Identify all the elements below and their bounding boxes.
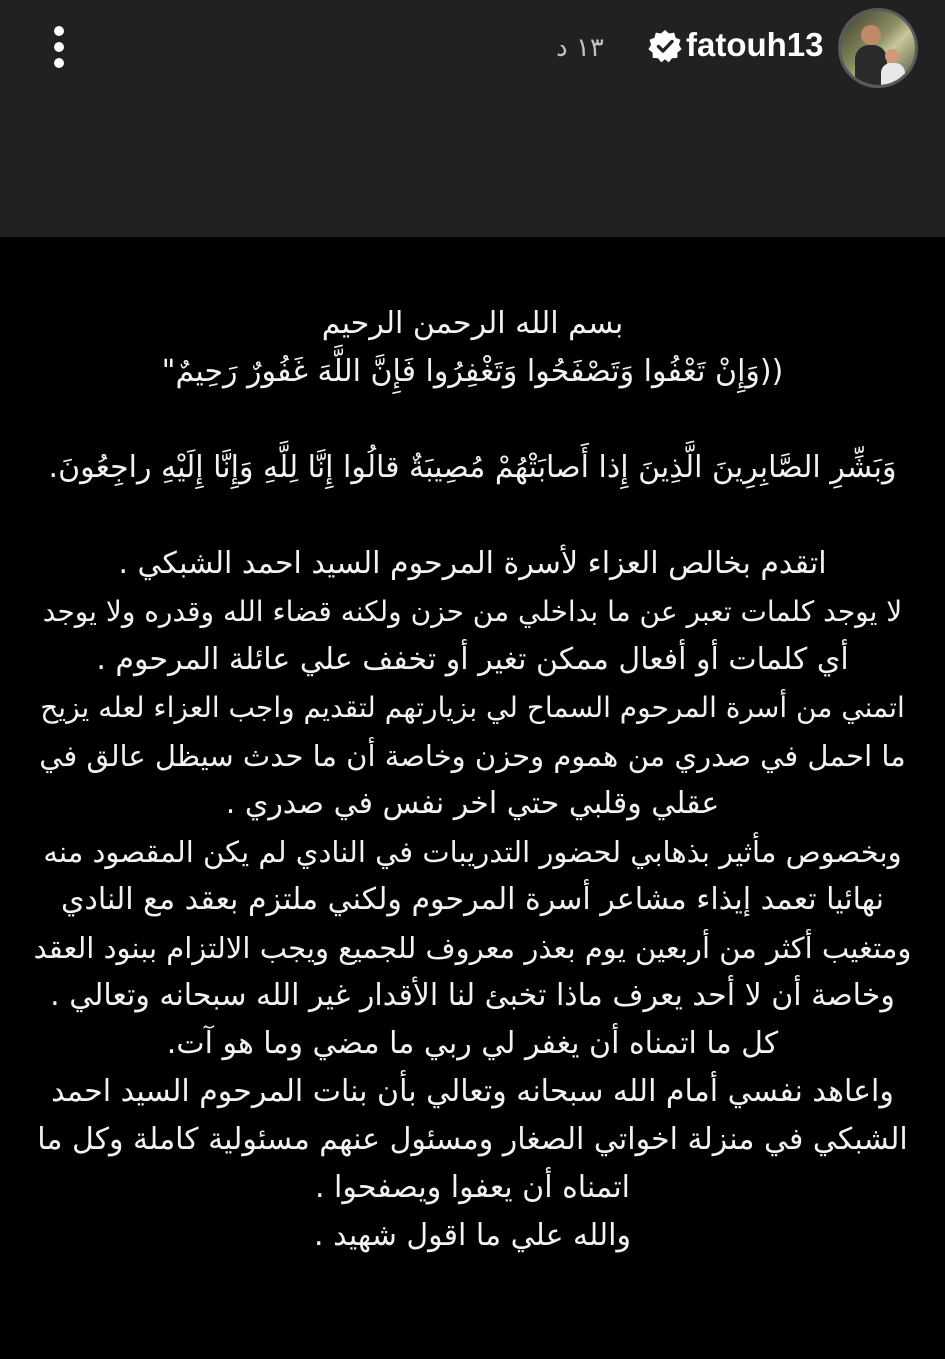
- avatar-child-head: [885, 49, 899, 63]
- story-line: واعاهد نفسي أمام الله سبحانه وتعالي بأن بنات المرحوم السيد احمد: [51, 1074, 894, 1109]
- story-line: وبخصوص مأثير بذهابي لحضور التدريبات في النادي لم يكن المقصود منه: [43, 835, 902, 869]
- story-line: نهائيا تعمد إيذاء مشاعر أسرة المرحوم ولكني ملتزم بعقد مع النادي: [61, 882, 884, 917]
- story-line: ما احمل في صدري من هموم وحزن وخاصة أن ما حدث سيظل عالق في: [39, 739, 906, 773]
- story-line: ومتغيب أكثر من أربعين يوم بعذر معروف للجميع ويجب الالتزام ببنود العقد: [33, 931, 912, 965]
- verified-badge-icon: [648, 29, 682, 63]
- story-line: عقلي وقلبي حتي اخر نفس في صدري .: [225, 786, 720, 821]
- story-line-verse-forgiveness: ((وَإِنْ تَعْفُوا وَتَصْفَحُوا وَتَغْفِرُوا فَإِنَّ اللَّهَ غَفُورٌ رَحِيمٌ": [161, 354, 784, 389]
- story-line-closing: والله علي ما اقول شهيد .: [314, 1218, 631, 1253]
- story-line: وخاصة أن لا أحد يعرف ماذا تخبئ لنا الأقدار غير الله سبحانه وتعالي .: [50, 978, 895, 1013]
- menu-dot: [54, 26, 64, 36]
- avatar-child-body: [881, 63, 905, 88]
- post-time: ١٣ د: [556, 33, 604, 63]
- menu-dot: [54, 58, 64, 68]
- story-line: لا يوجد كلمات تعبر عن ما بداخلي من حزن ولكنه قضاء الله وقدره ولا يوجد: [42, 595, 903, 628]
- story-line: الشبكي في منزلة اخواتي الصغار ومسئول عنهم مسئولية كاملة وكل ما: [37, 1122, 908, 1157]
- story-header: [0, 0, 945, 237]
- story-line-basmala: بسم الله الرحمن الرحيم: [321, 306, 624, 341]
- story-spacer: [30, 492, 915, 540]
- story-line: اتمناه أن يعفوا ويصفحوا .: [314, 1170, 631, 1205]
- story-line: أي كلمات أو أفعال ممكن تغير أو تخفف علي عائلة المرحوم .: [96, 642, 849, 677]
- story-text-block: [30, 300, 915, 1260]
- story-line: اتقدم بخالص العزاء لأسرة المرحوم السيد احمد الشبكي .: [118, 546, 827, 581]
- story-line-verse-patience: وَبَشِّرِ الصَّابِرِينَ الَّذِينَ إِذا أَصابَتْهُمْ مُصِيبَةٌ قالُوا إِنَّا لِلَّهِ وَإِنَّا إِلَيْهِ راجِعُونَ.: [48, 450, 897, 485]
- profile-avatar[interactable]: [838, 8, 918, 88]
- username[interactable]: fatouh13: [686, 26, 824, 63]
- story-spacer: [30, 396, 915, 444]
- more-vertical-icon[interactable]: [44, 24, 76, 70]
- story-line: اتمني من أسرة المرحوم السماح لي بزيارتهم لتقديم واجب العزاء لعله يزيح: [40, 691, 905, 724]
- story-line: كل ما اتمناه أن يغفر لي ربي ما مضي وما هو آت.: [166, 1026, 779, 1061]
- menu-dot: [54, 42, 64, 52]
- avatar-figure-head: [861, 25, 881, 45]
